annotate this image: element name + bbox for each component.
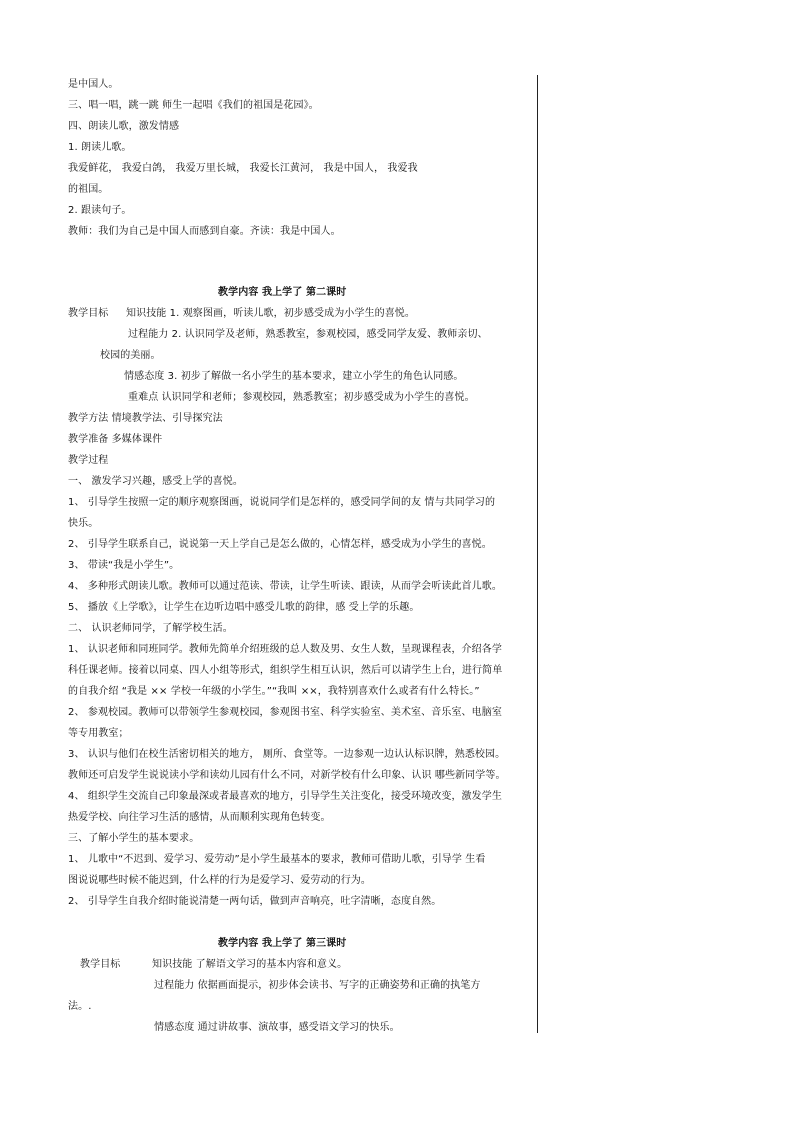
text-line: 1. 朗读儿歌。 (68, 142, 132, 153)
goal-emotion: 情感态度 3. 初步了解做一名小学生的基本要求，建立小学生的角色认同感。 (124, 371, 464, 382)
text-line: 教师：我们为自己是中国人而感到自豪。齐读：我是中国人。 (68, 226, 341, 237)
text-line: 教师还可启发学生说说读小学和读幼儿园有什么不同，对新学校有什么印象、认识 哪些新同学等。 (68, 770, 506, 781)
goal-emotion: 情感态度 通过讲故事、演故事，感受语文学习的快乐。 (154, 1022, 400, 1033)
teaching-process: 教学过程 (68, 455, 109, 466)
text-line: 2. 跟读句子。 (68, 205, 132, 216)
column-divider-line (537, 75, 538, 1033)
text-line: 3、 认识与他们在校生活密切相关的地方， 厕所、食堂等。一边参观一边认认标识牌，熟悉校园。 (68, 749, 506, 760)
text-line: 是中国人。 (68, 79, 119, 90)
text-line: 图说说哪些时候不能迟到，什么样的行为是爱学习、爱劳动的行为。 (68, 875, 371, 886)
text-line: 2、 引导学生自我介绍时能说清楚一两句话，做到声音响亮，吐字清晰，态度自然。 (68, 896, 442, 907)
goal-knowledge: 知识技能 了解语文学习的基本内容和意义。 (152, 959, 348, 970)
text-line: 一、 激发学习兴趣，感受上学的喜悦。 (68, 476, 243, 487)
text-line: 2、 参观校园。教师可以带领学生参观校园，参观图书室、科学实验室、美术室、音乐室、电脑室 (68, 707, 502, 718)
text-line: 科任课老师。接着以同桌、四人小组等形式，组织学生相互认识，然后可以请学生上台，进行简单 (68, 665, 503, 676)
teaching-prep: 教学准备 多媒体课件 (68, 434, 163, 445)
goal-knowledge: 知识技能 1. 观察图画，听读儿歌，初步感受成为小学生的喜悦。 (126, 308, 415, 319)
text-line: 我爱鲜花， 我爱白鸽， 我爱万里长城， 我爱长江黄河， 我是中国人， 我爱我 (68, 163, 418, 174)
lesson-3-title: 教学内容 我上学了 第三课时 (218, 938, 347, 949)
text-line: 快乐。 (68, 518, 99, 529)
text-line: 热爱学校、向往学习生活的感情，从而顺利实现角色转变。 (68, 812, 331, 823)
goal-label: 教学目标 (80, 959, 121, 970)
teaching-method: 教学方法 情境教学法、引导探究法 (68, 413, 223, 424)
text-line: 1、 认识老师和同班同学。教师先简单介绍班级的总人数及男、女生人数，呈现课程表，介绍各学 (68, 644, 502, 655)
text-line: 等专用教室； (68, 728, 129, 739)
key-points: 重难点 认识同学和老师；参观校园，熟悉教室；初步感受成为小学生的喜悦。 (128, 392, 475, 403)
goal-process: 过程能力 依据画面提示，初步体会读书、写字的正确姿势和正确的执笔方 (154, 980, 481, 991)
text-line: 4、 组织学生交流自己印象最深或者最喜欢的地方，引导学生关注变化，接受环境改变，激发学生 (68, 791, 502, 802)
text-line: 三、唱一唱，跳一跳 师生一起唱《我们的祖国是花园》。 (68, 100, 319, 111)
text-line: 的祖国。 (68, 184, 109, 195)
text-line: 的自我介绍 “我是 ×× 学校一年级的小学生。”“我叫 ××，我特别喜欢什么或者有什么特长。” (68, 686, 480, 697)
goal-label: 教学目标 (68, 308, 109, 319)
text-line: 2、 引导学生联系自己，说说第一天上学自己是怎么做的，心情怎样，感受成为小学生的喜悦。 (68, 539, 492, 550)
text-line: 四、朗读儿歌，激发情感 (68, 121, 180, 132)
goal-process-cont: 校园的美丽。 (100, 350, 161, 361)
text-line: 1、 儿歌中“不迟到、爱学习、爱劳动”是小学生最基本的要求，教师可借助儿歌，引导学 生看 (68, 854, 486, 865)
goal-process: 过程能力 2. 认识同学及老师，熟悉教室，参观校园，感受同学友爱、教师亲切、 (128, 329, 488, 340)
goal-process-cont: 法。. (68, 1001, 92, 1012)
text-line: 4、 多种形式朗读儿歌。教师可以通过范读、带读，让学生听读、跟读，从而学会听读此首儿歌。 (68, 581, 502, 592)
text-line: 3、 带读“我是小学生”。 (68, 560, 180, 571)
text-line: 三、了解小学生的基本要求。 (68, 833, 200, 844)
text-line: 1、 引导学生按照一定的顺序观察图画，说说同学们是怎样的，感受同学间的友 情与共同学习的 (68, 497, 496, 508)
lesson-2-title: 教学内容 我上学了 第二课时 (218, 287, 347, 298)
text-line: 5、 播放《上学歌》，让学生在边听边唱中感受儿歌的韵律，感 受上学的乐趣。 (68, 602, 420, 613)
text-line: 二、 认识老师同学，了解学校生活。 (68, 623, 233, 634)
